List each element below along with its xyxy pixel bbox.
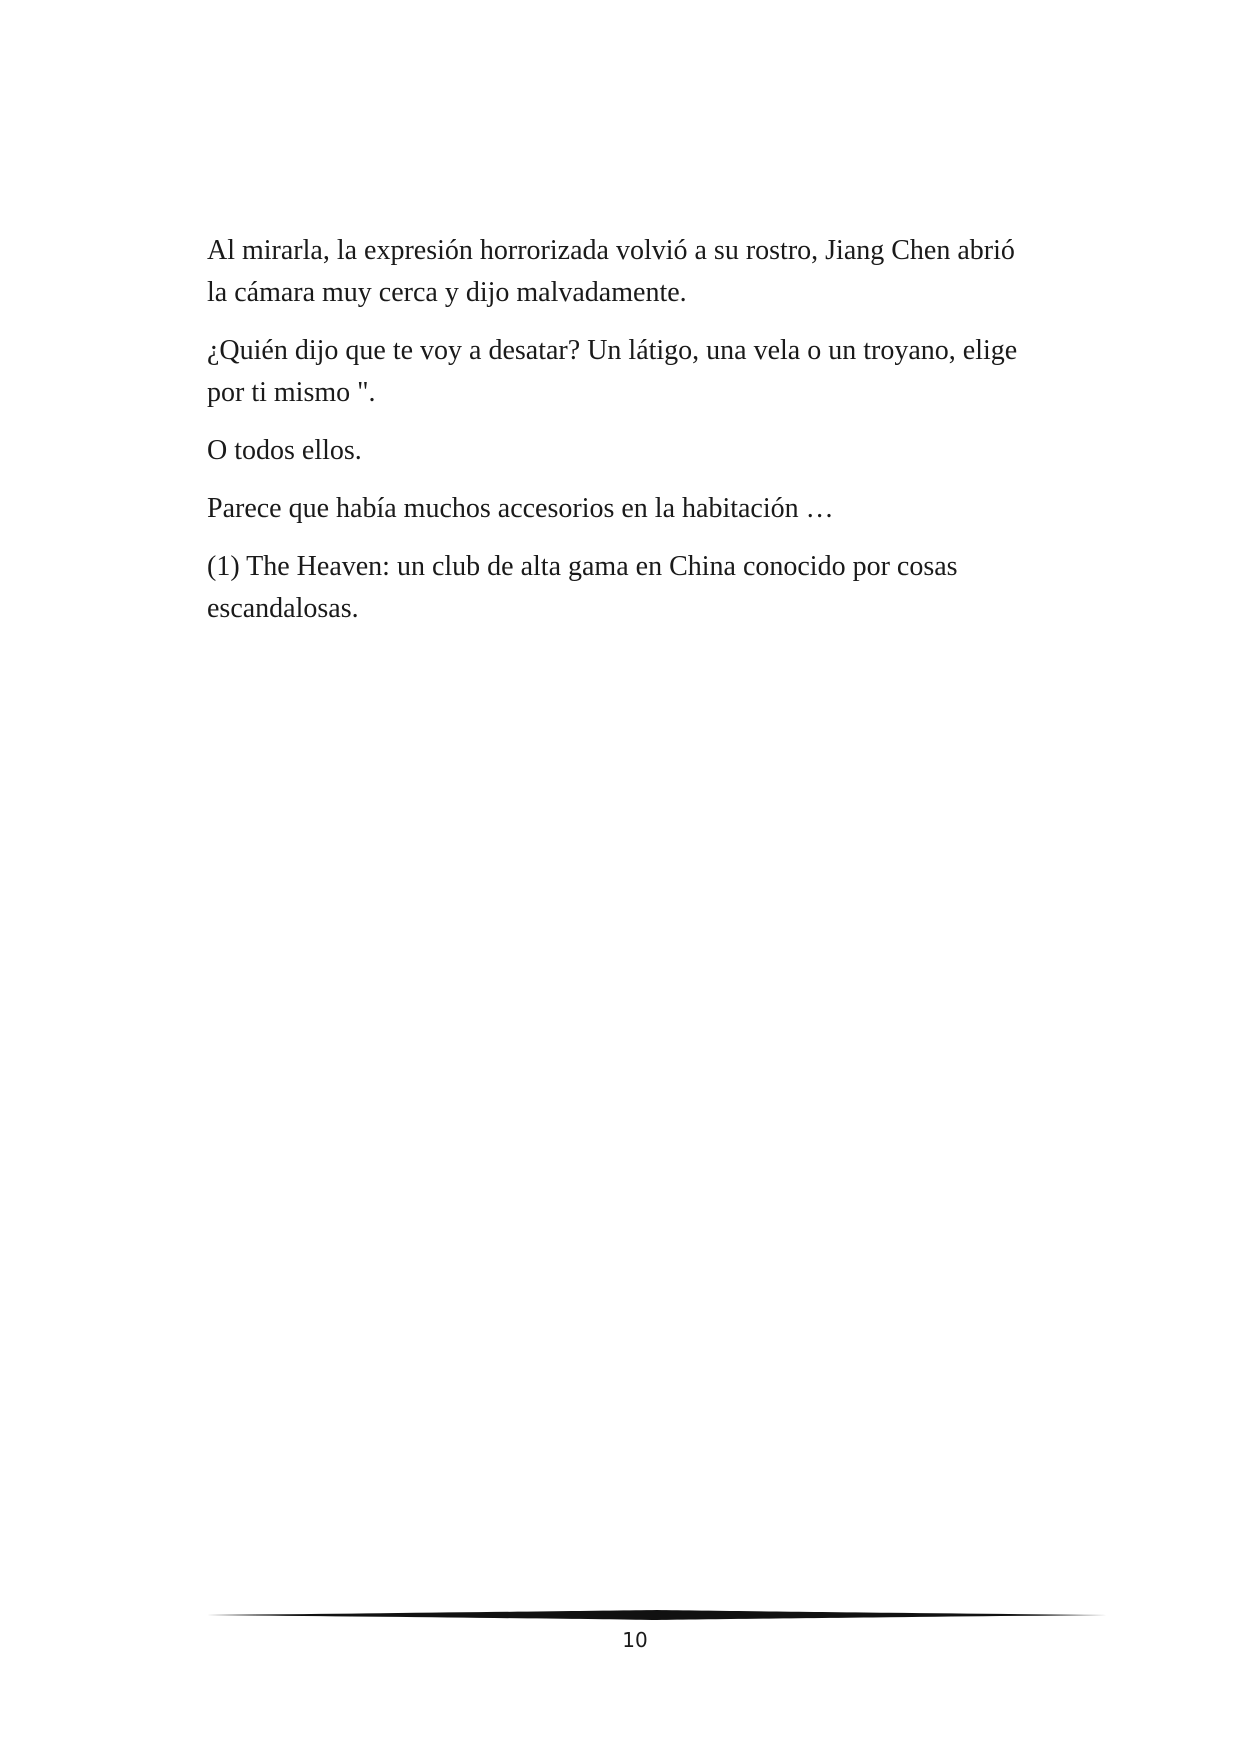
footnote: (1) The Heaven: un club de alta gama en China conocido por cosas escandalosas. bbox=[207, 551, 958, 624]
paragraph: ¿Quién dijo que te voy a desatar? Un látigo, una vela o un troyano, elige por ti mismo ". bbox=[207, 335, 1018, 408]
page-number: 10 bbox=[622, 1628, 648, 1652]
paragraph: O todos ellos. bbox=[207, 435, 362, 466]
paragraph: Al mirarla, la expresión horrorizada volvió a su rostro, Jiang Chen abrió la cámara muy cerca y dijo malvadamente. bbox=[207, 235, 1015, 308]
paragraph: Parece que había muchos accesorios en la habitación … bbox=[207, 493, 834, 524]
footer-divider bbox=[207, 1608, 1107, 1622]
body-text bbox=[207, 230, 1027, 646]
